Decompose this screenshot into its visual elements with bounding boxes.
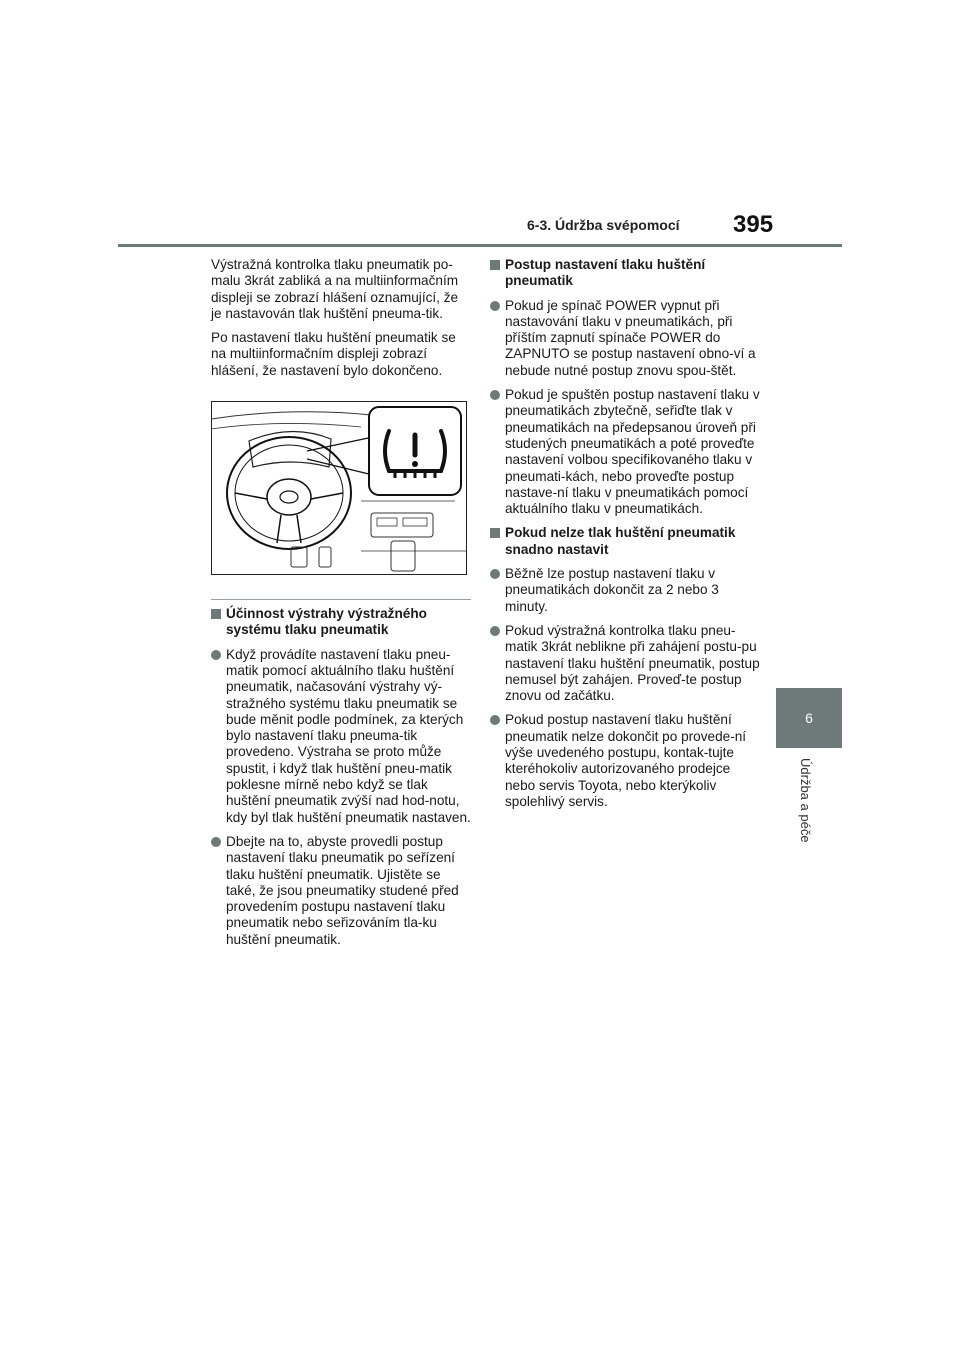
bullet-dot-icon xyxy=(490,390,500,400)
page-number: 395 xyxy=(733,211,774,238)
section-title-text: Pokud nelze tlak huštění pneumatik snadno nastavit xyxy=(505,525,736,557)
bullet-text: Pokud je spínač POWER vypnut při nastavování tlaku v pneumatikách, při příštím zapnutí spínače POWER do ZAPNUTO se postup nastavení obno-ví a nebude nutné postup znovu spou-štět. xyxy=(505,297,756,378)
section-title xyxy=(211,606,471,639)
bullet-item xyxy=(490,623,760,704)
bullet-dot-icon xyxy=(490,715,500,725)
bullet-dot-icon xyxy=(211,837,221,847)
section-square-icon xyxy=(490,260,500,270)
bullet-dot-icon xyxy=(490,301,500,311)
bullet-item xyxy=(490,387,760,517)
bullet-text: Běžně lze postup nastavení tlaku v pneumatikách dokončit za 2 nebo 3 minuty. xyxy=(505,566,719,614)
section-title xyxy=(490,257,760,290)
section-title-text: Účinnost výstrahy výstražného systému tlaku pneumatik xyxy=(226,606,427,638)
bullet-dot-icon xyxy=(490,569,500,579)
bullet-text: Dbejte na to, abyste provedli postup nastavení tlaku pneumatik po seřízení tlaku huštění pneumatik. Ujistěte se také, že jsou pneumatiky studené před provedením postupu nastavení tlaku pneumatik nebo seřizováním tla-ku huštění pneumatik. xyxy=(226,833,459,947)
bullet-text: Pokud je spuštěn postup nastavení tlaku v pneumatikách zbytečně, seřiďte tlak v pneumatikách na předepsanou úroveň při studených pneumatikách a poté proveďte nastavení volbou specifikovaného tlaku v pneumati-kách, nebo proveďte postup nastave-ní tlaku v pneumatikách pomocí aktuálního tlaku v pneumatikách. xyxy=(505,387,760,517)
section-divider xyxy=(211,599,471,600)
bullet-dot-icon xyxy=(490,626,500,636)
left-column xyxy=(211,257,471,956)
bullet-item xyxy=(211,834,471,948)
intro-paragraph: Výstražná kontrolka tlaku pneumatik po-malu 3krát zabliká a na multiinformačním displeji se zobrazí hlášení oznamující, že je nastavován tlak huštění pneuma-tik. xyxy=(211,257,459,321)
bullet-text: Když provádíte nastavení tlaku pneu-matik pomocí aktuálního tlaku huštění pneumatik, načasování výstrahy vý-stražného systému tlaku pneumatik se bude měnit podle podmínek, za kterých bylo nastavení tlaku pneuma-tik provedeno. Výstraha se proto může spustit, i když tlak huštění pneu-matik poklesne mírně nebo když se tlak huštění pneumatik zvýší nad hod-notu, kdy byl tlak huštění pneumatik nastaven. xyxy=(226,646,471,825)
section-title xyxy=(490,525,760,558)
header-divider xyxy=(118,244,842,247)
dashboard-steering-wheel-icon xyxy=(211,401,467,575)
bullet-item xyxy=(490,712,760,810)
bullet-item xyxy=(490,566,760,615)
chapter-tab: 6 xyxy=(776,688,842,748)
right-column xyxy=(490,257,760,818)
intro-paragraph: Po nastavení tlaku huštění pneumatik se na multiinformačním displeji zobrazí hlášení, že nastavení bylo dokončeno. xyxy=(211,330,456,378)
section-square-icon xyxy=(490,528,500,538)
chapter-title: Údržba a péče xyxy=(798,758,813,843)
bullet-item xyxy=(490,298,760,379)
section-square-icon xyxy=(211,609,221,619)
bullet-item xyxy=(211,647,471,826)
dashboard-figure xyxy=(211,401,467,575)
bullet-dot-icon xyxy=(211,650,221,660)
section-heading: 6-3. Údržba svépomocí xyxy=(527,217,680,233)
bullet-text: Pokud výstražná kontrolka tlaku pneu-matik 3krát neblikne při zahájení postu-pu nastavení tlaku huštění pneumatik, postup nemusel být zahájen. Proveď-te postup znovu od začátku. xyxy=(505,622,760,704)
section-title-text: Postup nastavení tlaku huštění pneumatik xyxy=(505,257,706,289)
bullet-text: Pokud postup nastavení tlaku huštění pneumatik nelze dokončit po provede-ní výše uvedeného postupu, kontak-tujte kteréhokoliv autorizovaného prodejce nebo servis Toyota, nebo kterýkoliv spolehlivý servis. xyxy=(505,712,747,809)
